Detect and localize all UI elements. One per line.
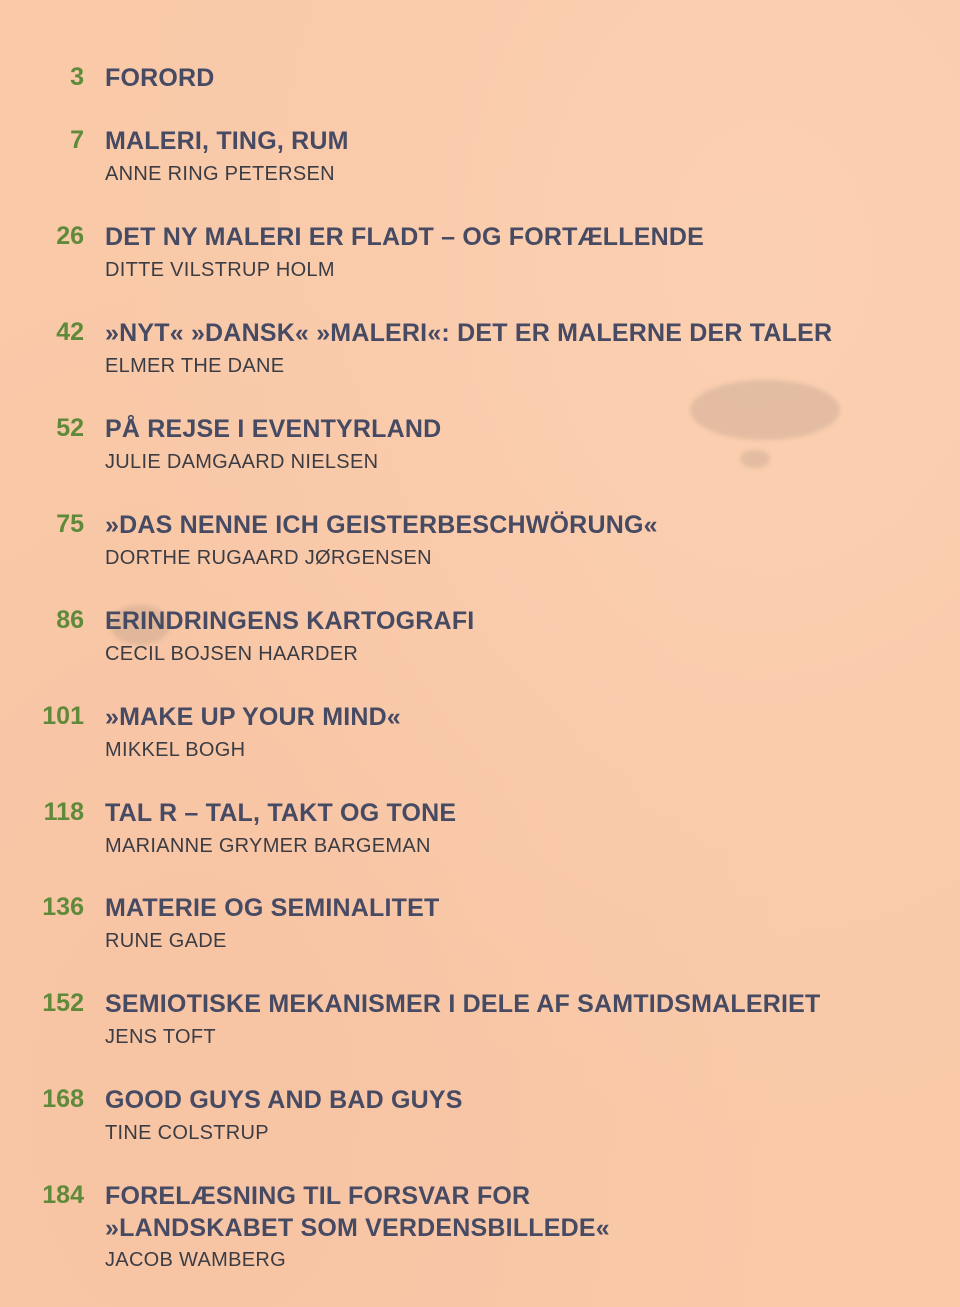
page-number: 136 xyxy=(42,893,84,921)
chapter-title: »DAS NENNE ICH GEISTERBESCHWÖRUNG« xyxy=(105,511,658,539)
chapter-author: CECIL BOJSEN HAARDER xyxy=(105,643,359,665)
chapter-title: GOOD GUYS AND BAD GUYS xyxy=(105,1086,463,1114)
paper-smudge xyxy=(740,450,770,468)
page-number: 52 xyxy=(56,414,84,442)
page-number: 118 xyxy=(43,798,84,826)
page-number: 3 xyxy=(70,63,84,91)
page-number: 75 xyxy=(56,510,84,538)
chapter-author: DITTE VILSTRUP HOLM xyxy=(105,259,335,281)
page-number: 101 xyxy=(42,702,84,730)
chapter-author: MARIANNE GRYMER BARGEMAN xyxy=(105,835,431,857)
page-number: 184 xyxy=(42,1181,84,1209)
chapter-author: ANNE RING PETERSEN xyxy=(105,163,335,185)
chapter-title: DET NY MALERI ER FLADT – OG FORTÆLLENDE xyxy=(105,223,705,251)
chapter-title: TAL R – TAL, TAKT OG TONE xyxy=(105,799,457,827)
page-number: 26 xyxy=(56,222,84,250)
chapter-author: JACOB WAMBERG xyxy=(105,1249,286,1271)
page-number: 7 xyxy=(70,126,84,154)
chapter-author: RUNE GADE xyxy=(105,930,227,952)
page-number: 86 xyxy=(56,606,84,634)
chapter-title: PÅ REJSE I EVENTYRLAND xyxy=(105,415,442,443)
chapter-author: JENS TOFT xyxy=(105,1026,216,1048)
chapter-author: ELMER THE DANE xyxy=(105,355,285,377)
chapter-title: FORELÆSNING TIL FORSVAR FOR »LANDSKABET SOM VERDENSBILLEDE« xyxy=(105,1182,610,1242)
chapter-author: TINE COLSTRUP xyxy=(105,1122,269,1144)
chapter-title: MALERI, TING, RUM xyxy=(105,127,349,155)
chapter-author: MIKKEL BOGH xyxy=(105,739,246,761)
page-number: 42 xyxy=(56,318,84,346)
chapter-title: ERINDRINGENS KARTOGRAFI xyxy=(105,607,475,635)
chapter-author: JULIE DAMGAARD NIELSEN xyxy=(105,451,379,473)
chapter-title: FORORD xyxy=(105,64,215,92)
chapter-title: »NYT« »DANSK« »MALERI«: DET ER MALERNE DER TALER xyxy=(105,319,833,347)
chapter-title: SEMIOTISKE MEKANISMER I DELE AF SAMTIDSMALERIET xyxy=(105,990,821,1018)
chapter-title: »MAKE UP YOUR MIND« xyxy=(105,703,401,731)
chapter-author: DORTHE RUGAARD JØRGENSEN xyxy=(105,547,432,569)
page-number: 168 xyxy=(42,1085,84,1113)
chapter-title: MATERIE OG SEMINALITET xyxy=(105,894,440,922)
page-number: 152 xyxy=(42,989,84,1017)
